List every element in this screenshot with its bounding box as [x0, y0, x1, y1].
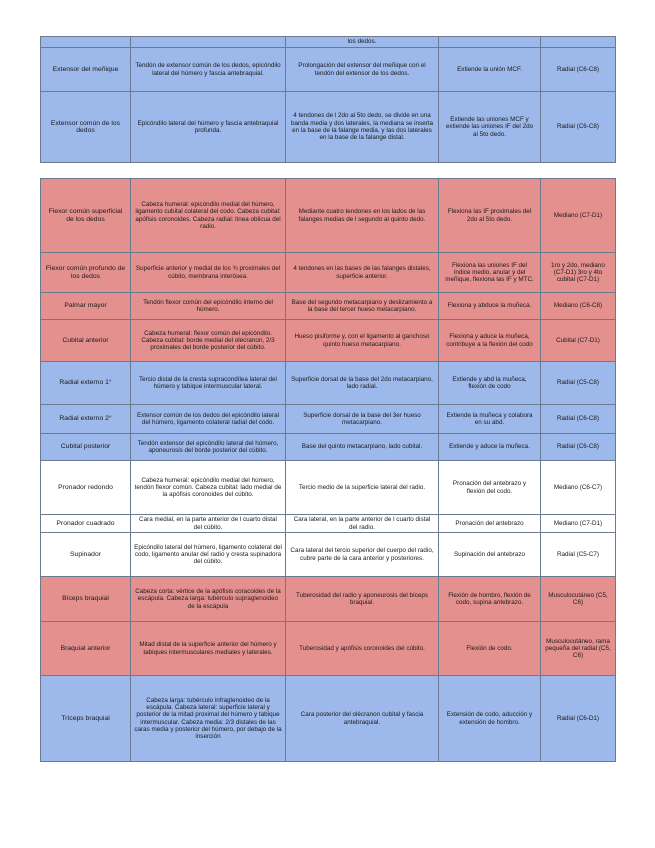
muscle-origin-cell: Tendón de extensor común de los dedos, epicóndilo lateral del húmero y fascia antebraquial. [131, 48, 286, 92]
table-row [41, 48, 616, 92]
muscle-action-cell: Extensión de codo, aducción y extensión de hombro. [439, 676, 541, 762]
muscle-action-cell: Supinación del antebrazo [439, 533, 541, 577]
muscle-action-cell: Extiende y abd la muñeca, flexión de codo [439, 362, 541, 405]
table-row [41, 362, 616, 405]
table-row [41, 577, 616, 622]
muscle-origin-cell: Epicóndilo lateral del húmero, ligamento colateral del codo, ligamento anular del radio y cresta supinadora del cúbito. [131, 533, 286, 577]
muscle-innervation-cell: Musculocutáneo (C5, C6) [541, 577, 616, 622]
muscle-insertion-cell: Hueso pisiforme y, con el ligamento al ganchoso quinto hueso metacarpiano. [286, 320, 439, 362]
muscle-insertion-cell: 4 tendones de l 2do al 5to dedo, se divide en una banda media y dos laterales, la mediana se inserta en la base de la falange media, y las dos laterales en la base de la falange distal. [286, 92, 439, 163]
muscle-action-cell: Pronación del antebrazo y flexión del codo. [439, 461, 541, 515]
muscle-name-cell: Flexor común superficial de los dedos [41, 179, 131, 253]
muscle-origin-cell: Cabeza humeral: epicóndilo medial del húmero, tendón flexor común. Cabeza cubital: lado medial de la apófisis coronoides del cúbito. [131, 461, 286, 515]
table-body [41, 37, 616, 163]
muscle-action-cell: Extiende la unión MCF. [439, 48, 541, 92]
muscle-table-top [40, 36, 616, 163]
table-body [41, 179, 616, 762]
muscle-innervation-cell: Radial (C5-C7) [541, 533, 616, 577]
muscle-origin-cell: Mitad distal de la superficie anterior del húmero y tabiques intermusculares mediales y laterales. [131, 622, 286, 676]
muscle-action-cell: Flexiona y abduce la muñeca. [439, 293, 541, 320]
muscle-origin-cell: Tercio distal de la cresta supracondílea lateral del húmero y tabique intermuscular lateral. [131, 362, 286, 405]
muscle-innervation-cell: Radial (C6-C8) [541, 434, 616, 461]
muscle-origin-cell: Tendón extensor del epicóndilo lateral del húmero, aponeurosis del borde posterior del cúbito. [131, 434, 286, 461]
muscle-innervation-cell: Musculocutáneo, rama pequeña del radial (C5, C6) [541, 622, 616, 676]
muscle-name-cell: Palmar mayor [41, 293, 131, 320]
muscle-insertion-cell: los dedos. [286, 37, 439, 48]
muscle-insertion-cell: Prolongación del extensor del meñique con el tendón del extensor de los dedos. [286, 48, 439, 92]
muscle-name-cell [41, 37, 131, 48]
muscle-origin-cell: Superficie anterior y medial de los ¾ proximales del cúbito, membrana interósea. [131, 253, 286, 293]
muscle-origin-cell [131, 37, 286, 48]
table-row [41, 293, 616, 320]
muscle-insertion-cell: Tercio medio de la superficie lateral del radio. [286, 461, 439, 515]
muscle-name-cell: Cubital posterior [41, 434, 131, 461]
muscle-origin-cell: Extensor común de los dedos del epicóndilo lateral del húmero, ligamento colateral radial del codo. [131, 405, 286, 434]
table-row [41, 92, 616, 163]
muscle-innervation-cell: Mediano (C7-D1) [541, 179, 616, 253]
muscle-name-cell: Cubital anterior [41, 320, 131, 362]
muscle-innervation-cell: Radial (C6-C8) [541, 48, 616, 92]
table-row [41, 622, 616, 676]
muscle-insertion-cell: Tuberosidad del radio y aponeurosis del bíceps braquial. [286, 577, 439, 622]
muscle-innervation-cell: Radial (C5-C8) [541, 362, 616, 405]
muscle-origin-cell: Cabeza corta: vértice de la apófisis coracoides de la escápula. Cabeza larga: tubérculo supraglenoideo de la escápula [131, 577, 286, 622]
muscle-name-cell: Extensor del meñique [41, 48, 131, 92]
muscle-insertion-cell: Superficie dorsal de la base del 3er hueso metacarpiano. [286, 405, 439, 434]
table-row [41, 434, 616, 461]
muscle-innervation-cell: Mediano (C6-C7) [541, 461, 616, 515]
muscle-innervation-cell: Radial (C6-C8) [541, 405, 616, 434]
muscle-name-cell: Flexor común profundo de los dedos [41, 253, 131, 293]
muscle-innervation-cell: Cubital (C7-D1) [541, 320, 616, 362]
muscle-name-cell: Bíceps braquial [41, 577, 131, 622]
muscle-action-cell: Extiende la muñeca y colabora en su abd. [439, 405, 541, 434]
table-row [41, 533, 616, 577]
muscle-insertion-cell: Base del quinto metacarpiano, lado cubital. [286, 434, 439, 461]
muscle-innervation-cell [541, 37, 616, 48]
muscle-action-cell: Pronación del antebrazo [439, 515, 541, 533]
muscle-insertion-cell: Cara lateral del tercio superior del cuerpo del radio, cubre parte de la cara anterior y posteriores. [286, 533, 439, 577]
table-row [41, 461, 616, 515]
muscle-action-cell [439, 37, 541, 48]
muscle-innervation-cell: Radial (C6-C8) [541, 92, 616, 163]
muscle-table-main [40, 178, 616, 762]
muscle-insertion-cell: Superficie dorsal de la base del 2do metacarpiano, lado radial. [286, 362, 439, 405]
muscle-action-cell: Extiende las uniones MCF y extiende las uniones IF del 2do al 5to dedo. [439, 92, 541, 163]
muscle-insertion-cell: Tuberosidad y apófisis coronoides del cúbito. [286, 622, 439, 676]
muscle-name-cell: Radial externo 1° [41, 362, 131, 405]
muscle-origin-cell: Cara medial, en la parte anterior de l cuarto distal del cúbito. [131, 515, 286, 533]
table-row [41, 179, 616, 253]
muscle-origin-cell: Epicóndilo lateral del húmero y fascia antebraquial profunda. [131, 92, 286, 163]
table-row [41, 515, 616, 533]
table-row [41, 676, 616, 762]
muscle-name-cell: Pronador redondo [41, 461, 131, 515]
muscle-action-cell: Flexión de codo. [439, 622, 541, 676]
muscle-origin-cell: Cabeza humeral: epicóndilo medial del húmero, ligamento cubital colateral del codo. Cabeza cubital: apófisis coronoides. Cabeza radial: línea oblicua del radio. [131, 179, 286, 253]
muscle-action-cell: Extiende y aduce la muñeca. [439, 434, 541, 461]
muscle-origin-cell: Tendón flexor común del epicóndilo interno del húmero. [131, 293, 286, 320]
muscle-insertion-cell: Base del segundo metacarpiano y deslizamiento a la base del tercer hueso metacarpiano. [286, 293, 439, 320]
table-row [41, 37, 616, 48]
muscle-insertion-cell: 4 tendones en las bases de las falanges distales, superficie anterior. [286, 253, 439, 293]
table-row [41, 405, 616, 434]
muscle-innervation-cell: Radial (C6-D1) [541, 676, 616, 762]
table-row [41, 320, 616, 362]
muscle-innervation-cell: Mediano (C6-C8) [541, 293, 616, 320]
muscle-action-cell: Flexión de hombro, flexión de codo, supina antebrazo. [439, 577, 541, 622]
muscle-name-cell: Radial externo 2° [41, 405, 131, 434]
muscle-origin-cell: Cabeza humeral: flexor común del epicóndilo. Cabeza cubital: borde medial del olécranon, 2/3 proximales del borde posterior del cúbito. [131, 320, 286, 362]
muscle-innervation-cell: 1ro y 2do, mediano (C7-D1) 3ro y 4to cubital (C7-D1) [541, 253, 616, 293]
muscle-name-cell: Tríceps braquial [41, 676, 131, 762]
muscle-insertion-cell: Mediante cuatro tendones en los lados de las falanges medias de l segundo al quinto dedo. [286, 179, 439, 253]
muscle-insertion-cell: Cara posterior del olécranon cubital y fascia antebraquial. [286, 676, 439, 762]
muscle-action-cell: Flexiona las uniones IF del índice medio, anular y del meñique, flexiona las IF y MTC. [439, 253, 541, 293]
muscle-action-cell: Flexiona las IF proximales del 2do al 5to dedo. [439, 179, 541, 253]
muscle-name-cell: Braquial anterior [41, 622, 131, 676]
muscle-action-cell: Flexiona y aduce la muñeca, contribuye a la flexión del codo [439, 320, 541, 362]
muscle-insertion-cell: Cara lateral, en la parte anterior de l cuarto distal del radio. [286, 515, 439, 533]
muscle-origin-cell: Cabeza larga: tubérculo infraglenoideo de la escápula. Cabeza lateral: superficie lateral y posterior de la mitad proximal del húmero y tabique intermuscular. Cabeza media: 2/3 distales de las caras media y posterior del húmero, por debajo de la inserción [131, 676, 286, 762]
muscle-name-cell: Supinador [41, 533, 131, 577]
muscle-innervation-cell: Mediano (C7-D1) [541, 515, 616, 533]
muscle-name-cell: Pronador cuadrado [41, 515, 131, 533]
muscle-name-cell: Extensor común de los dedos [41, 92, 131, 163]
table-row [41, 253, 616, 293]
